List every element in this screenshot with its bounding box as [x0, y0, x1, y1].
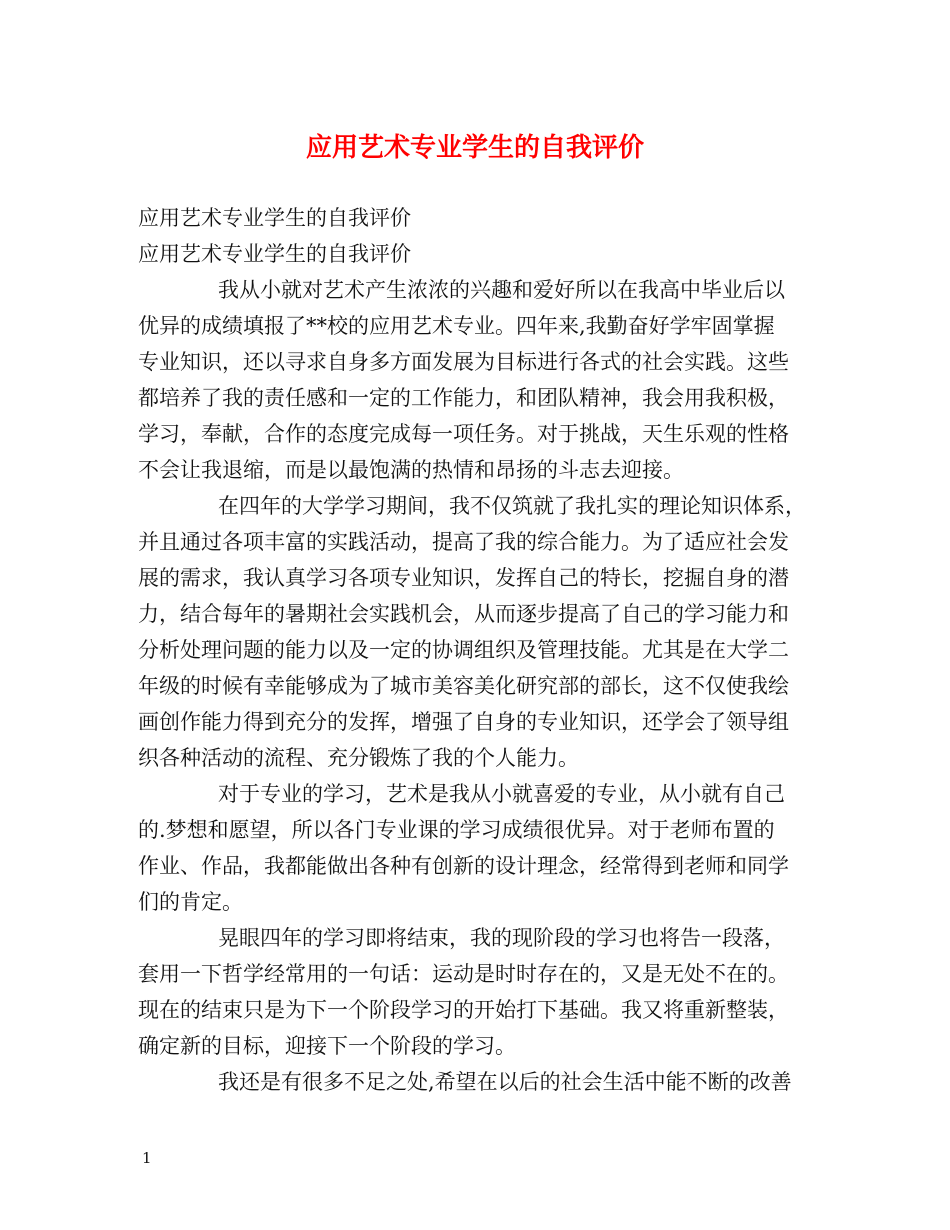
text-line: 现在的结束只是为下一个阶段学习的开始打下基础。我又将重新整装，: [138, 998, 789, 1022]
text-line: 对于专业的学习，艺术是我从小就喜爱的专业，从小就有自己: [218, 782, 785, 806]
text-line: 力，结合每年的暑期社会实践机会，从而逐步提高了自己的学习能力和: [138, 602, 789, 626]
text-line: 优异的成绩填报了**校的应用艺术专业。四年来,我勤奋好学牢固掌握: [138, 314, 775, 338]
text-line: 画创作能力得到充分的发挥，增强了自身的专业知识，还学会了领导组: [138, 710, 789, 734]
page-number: 1: [142, 1149, 152, 1167]
text-line: 不会让我退缩，而是以最饱满的热情和昂扬的斗志去迎接。: [138, 458, 684, 482]
text-line: 确定新的目标，迎接下一个阶段的学习。: [138, 1034, 516, 1058]
text-line: 年级的时候有幸能够成为了城市美容美化研究部的部长，这不仅使我绘: [138, 674, 789, 698]
document-title: 应用艺术专业学生的自我评价: [305, 133, 644, 163]
text-line: 织各种活动的流程、充分锻炼了我的个人能力。: [138, 746, 579, 770]
text-line: 我还是有很多不足之处,希望在以后的社会生活中能不断的改善: [218, 1070, 792, 1094]
text-line: 在四年的大学学习期间，我不仅筑就了我扎实的理论知识体系，: [218, 494, 806, 518]
paragraph-5: [138, 1064, 828, 1100]
subtitle-line: 应用艺术专业学生的自我评价: [138, 206, 411, 230]
document-body: [138, 200, 828, 1100]
text-line: 展的需求，我认真学习各项专业知识，发挥自己的特长，挖掘自身的潜: [138, 566, 789, 590]
text-line: 专业知识，还以寻求自身多方面发展为目标进行各式的社会实践。这些: [138, 350, 789, 374]
paragraph-1: [138, 272, 828, 488]
text-line: 晃眼四年的学习即将结束，我的现阶段的学习也将告一段落，: [218, 926, 785, 950]
text-line: 们的肯定。: [138, 890, 243, 914]
text-line: 作业、作品，我都能做出各种有创新的设计理念，经常得到老师和同学: [138, 854, 789, 878]
text-line: 套用一下哲学经常用的一句话：运动是时时存在的，又是无处不在的。: [138, 962, 789, 986]
text-line: 并且通过各项丰富的实践活动，提高了我的综合能力。为了适应社会发: [138, 530, 789, 554]
text-line: 都培养了我的责任感和一定的工作能力，和团队精神，我会用我积极，: [138, 386, 789, 410]
paragraph-2: [138, 488, 828, 776]
subtitle-line: 应用艺术专业学生的自我评价: [138, 242, 411, 266]
text-line: 学习，奉献，合作的态度完成每一项任务。对于挑战，天生乐观的性格: [138, 422, 789, 446]
paragraph-4: [138, 920, 828, 1064]
paragraph-3: [138, 776, 828, 920]
text-line: 分析处理问题的能力以及一定的协调组织及管理技能。尤其是在大学二: [138, 638, 789, 662]
text-line: 的.梦想和愿望，所以各门专业课的学习成绩很优异。对于老师布置的: [138, 818, 775, 842]
text-line: 我从小就对艺术产生浓浓的兴趣和爱好所以在我高中毕业后以: [218, 278, 785, 302]
